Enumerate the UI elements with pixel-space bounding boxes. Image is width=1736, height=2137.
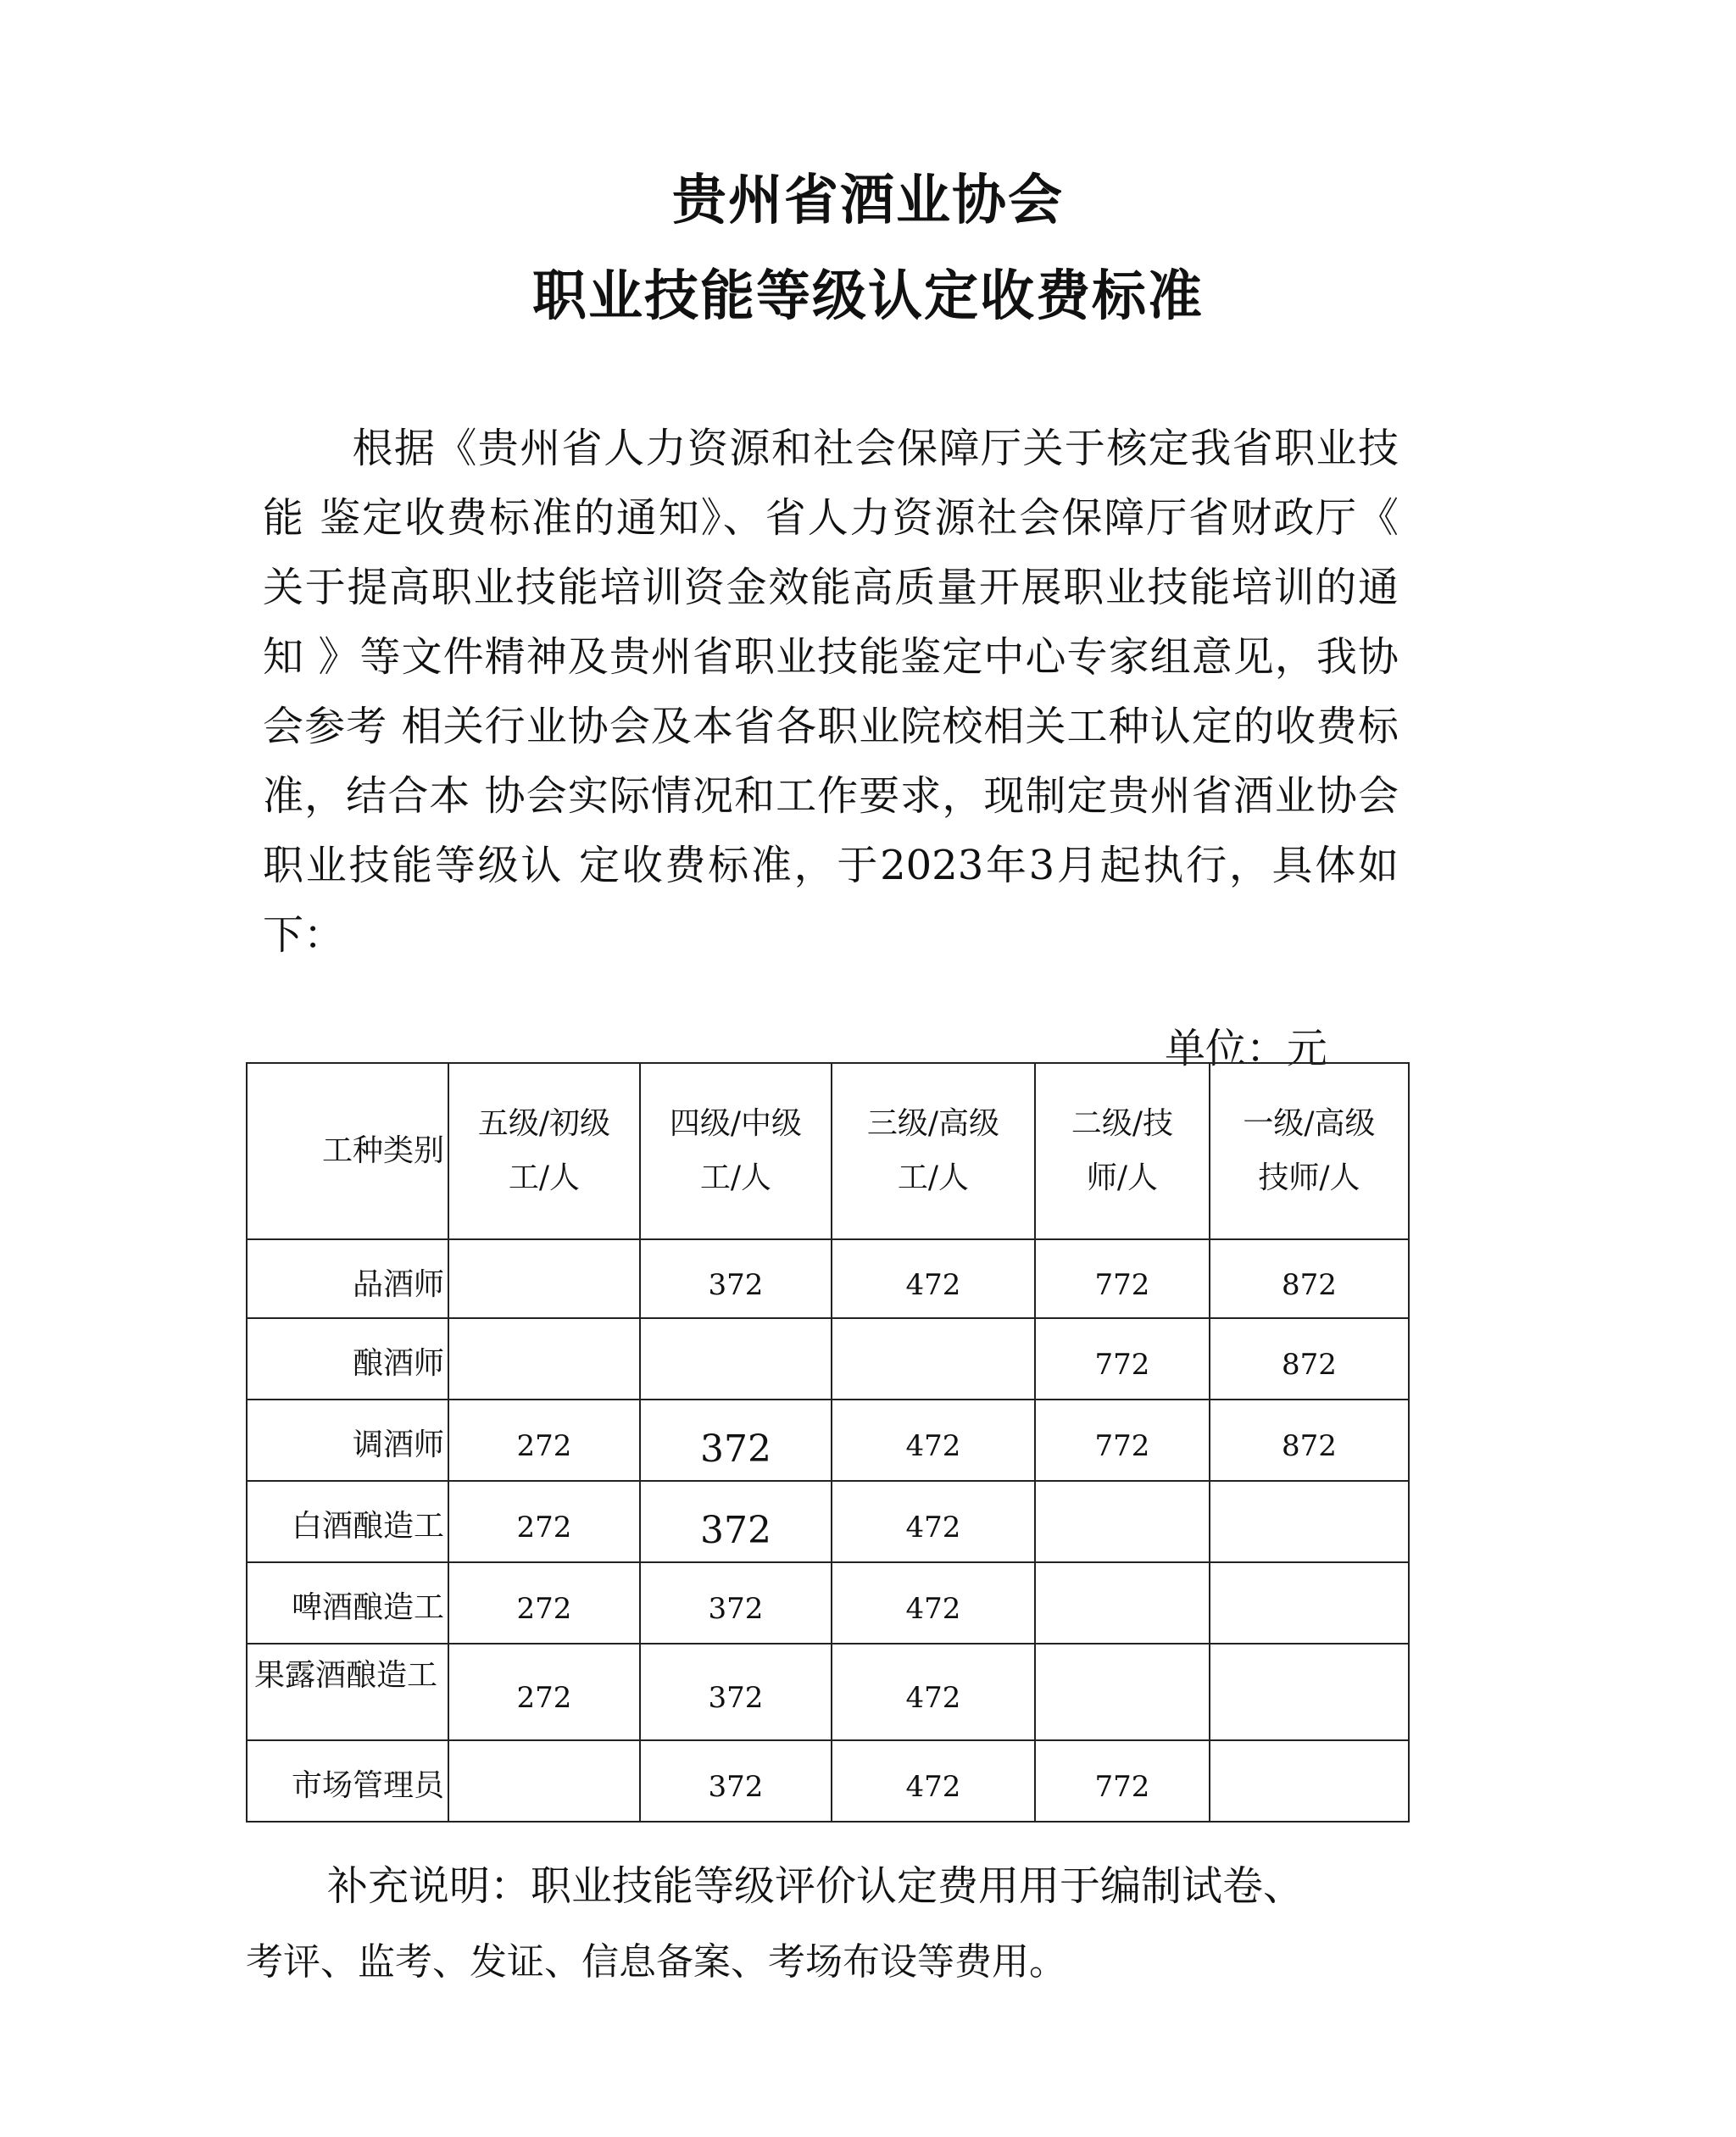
supplementary-note (246, 1848, 1399, 2001)
fee-cell: 772 (1035, 1318, 1210, 1400)
note-line2: 考评、监考、发证、信息备案、考场布设等费用。 (246, 1940, 1066, 1984)
fee-cell: 472 (832, 1740, 1035, 1822)
fee-cell (640, 1318, 832, 1400)
header-cell-level2: 二级/技 师/人 (1035, 1063, 1210, 1239)
note-line1: 补充说明：职业技能等级评价认定费用用于编制试卷、 (327, 1862, 1305, 1910)
fee-cell: 372 (640, 1481, 832, 1562)
table-row (247, 1400, 1409, 1481)
fee-cell: 872 (1210, 1318, 1409, 1400)
row-name: 市场管理员 (247, 1740, 448, 1822)
document-title-line1: 贵州省酒业协会 (672, 170, 1064, 232)
fee-cell: 372 (640, 1644, 832, 1740)
table-header-row (247, 1063, 1409, 1239)
fee-cell: 872 (1210, 1400, 1409, 1481)
table-row (247, 1562, 1409, 1644)
fee-cell: 472 (832, 1239, 1035, 1318)
table-row (247, 1740, 1409, 1822)
unit-label: 单位：元 (1165, 1025, 1328, 1072)
fee-cell (1035, 1562, 1210, 1644)
fee-cell: 372 (640, 1239, 832, 1318)
fee-cell: 272 (448, 1481, 640, 1562)
table-row (247, 1239, 1409, 1318)
row-name: 果露酒酿造工 (247, 1644, 448, 1740)
fee-cell (1210, 1740, 1409, 1822)
fee-cell: 272 (448, 1644, 640, 1740)
row-name: 啤酒酿造工 (247, 1562, 448, 1644)
header-cell-level4: 四级/中级 工/人 (640, 1063, 832, 1239)
fee-cell (1035, 1481, 1210, 1562)
header-cell-category: 工种类别 (247, 1063, 448, 1239)
fee-cell: 472 (832, 1562, 1035, 1644)
table-row (247, 1318, 1409, 1400)
fee-cell: 472 (832, 1400, 1035, 1481)
fee-cell: 272 (448, 1562, 640, 1644)
fee-cell (1210, 1644, 1409, 1740)
fee-cell (448, 1740, 640, 1822)
fee-cell (448, 1318, 640, 1400)
table-row (247, 1644, 1409, 1740)
fee-cell: 772 (1035, 1400, 1210, 1481)
row-name: 酿酒师 (247, 1318, 448, 1400)
fee-cell (1035, 1644, 1210, 1740)
fee-cell: 372 (640, 1400, 832, 1481)
fee-table (246, 1062, 1410, 1823)
document-title-line2: 职业技能等级认定收费标准 (532, 265, 1204, 328)
header-cell-level1: 一级/高级 技师/人 (1210, 1063, 1409, 1239)
fee-cell: 272 (448, 1400, 640, 1481)
row-name: 调酒师 (247, 1400, 448, 1481)
intro-text: 根据《贵州省人力资源和社会保障厅关于核定我省职业技能 鉴定收费标准的通知》、省人力资源社会保障厅省财政厅《 关于提高职业技能培训资金效能高质量开展职业技能培训的通知 》等文件精神及贵州省职业技能鉴定中心专家组意见，我协会参考 相关行业协会及本省各职业院校相关工种认定的收费标准，结合本 协会实际情况和工作要求，现制定贵州省酒业协会职业技能等级认 定收费标准，于2023年3月起执行，具体如下： (263, 425, 1399, 959)
header-cell-level3: 三级/高级 工/人 (832, 1063, 1035, 1239)
fee-cell: 472 (832, 1644, 1035, 1740)
fee-cell: 372 (640, 1740, 832, 1822)
row-name: 白酒酿造工 (247, 1481, 448, 1562)
row-name: 品酒师 (247, 1239, 448, 1318)
fee-cell: 772 (1035, 1239, 1210, 1318)
fee-cell (448, 1239, 640, 1318)
fee-cell: 372 (640, 1562, 832, 1644)
fee-cell: 872 (1210, 1239, 1409, 1318)
header-cell-level5: 五级/初级 工/人 (448, 1063, 640, 1239)
fee-cell: 472 (832, 1481, 1035, 1562)
table-row (247, 1481, 1409, 1562)
fee-cell (832, 1318, 1035, 1400)
intro-paragraph (263, 414, 1399, 970)
fee-cell (1210, 1562, 1409, 1644)
fee-cell (1210, 1481, 1409, 1562)
fee-cell: 772 (1035, 1740, 1210, 1822)
